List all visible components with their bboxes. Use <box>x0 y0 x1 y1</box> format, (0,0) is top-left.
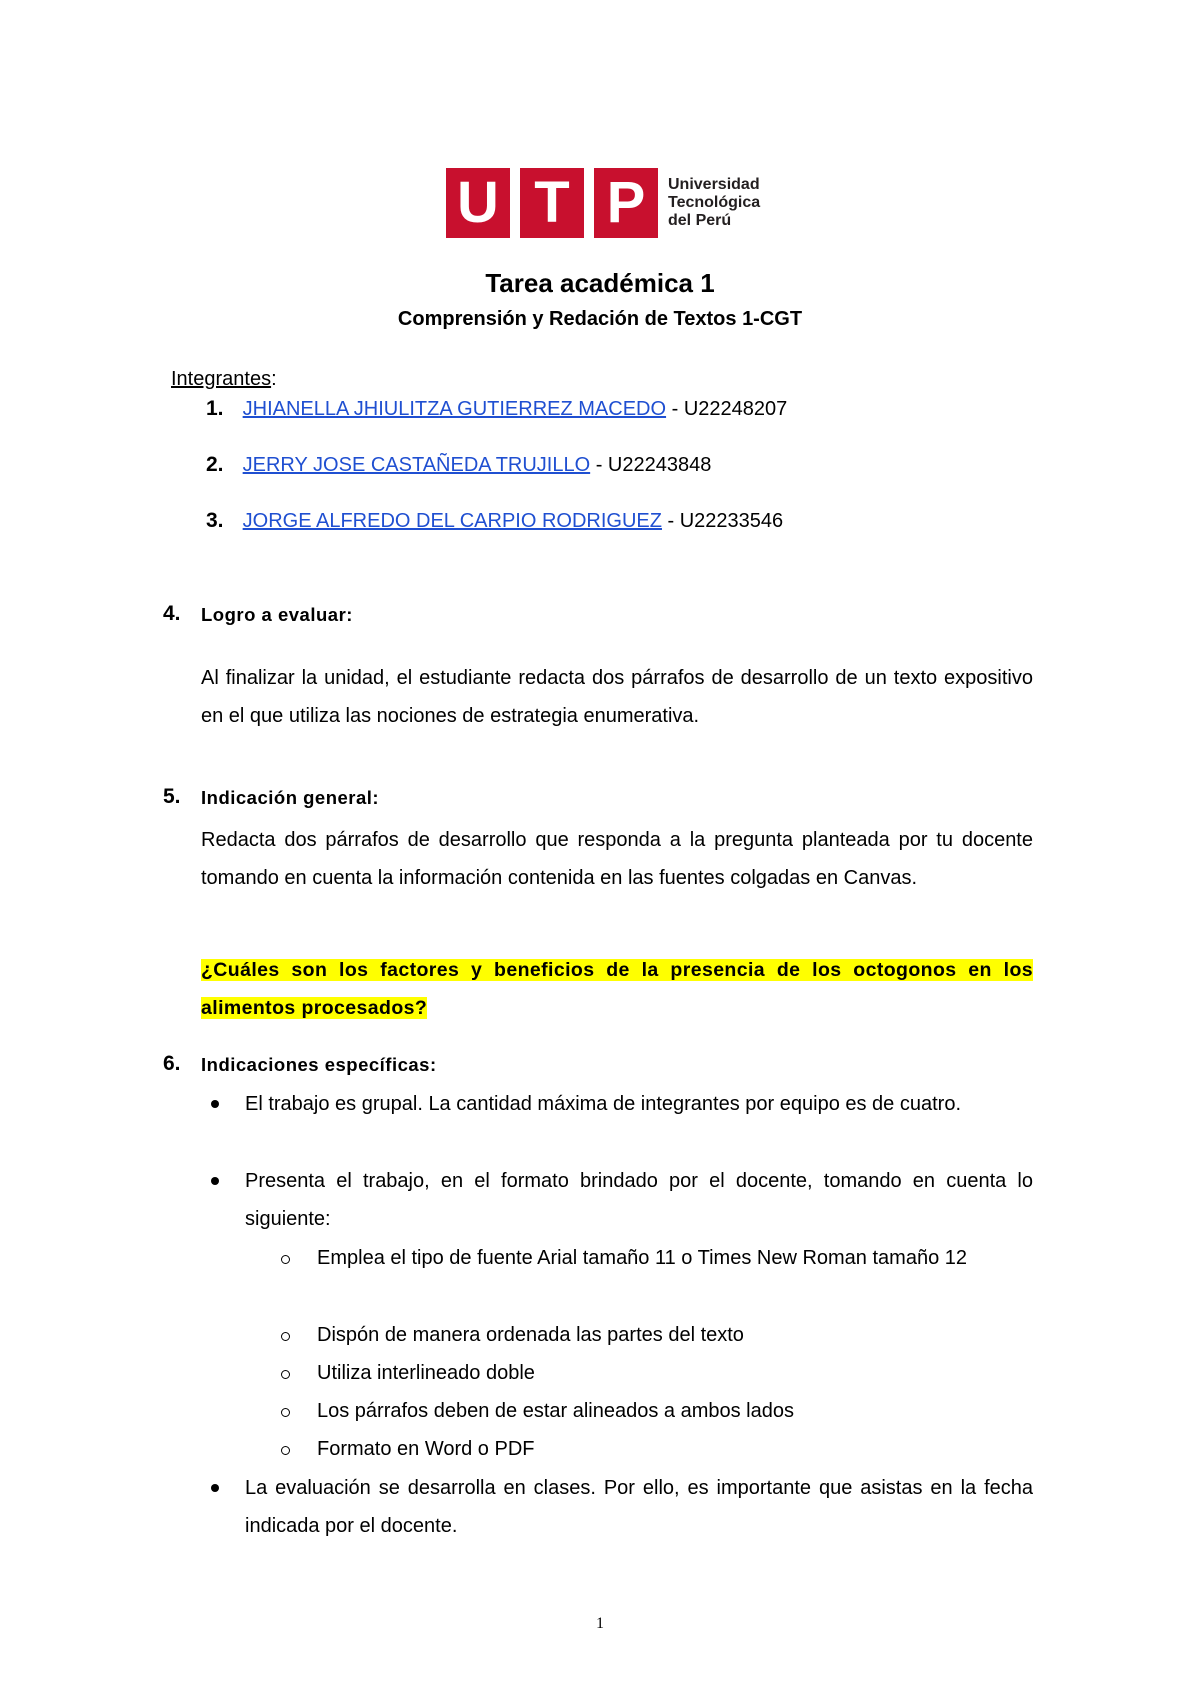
bullet-dot-icon <box>211 1100 219 1108</box>
highlighted-question: ¿Cuáles son los factores y beneficios de la presencia de los octogonos en los alimentos procesados? <box>201 959 1033 1019</box>
logo-letter-p: P <box>594 168 658 238</box>
sub-bullet-item: Utiliza interlineado doble <box>317 1362 535 1384</box>
utp-logo <box>446 168 766 238</box>
member-name-link[interactable]: JORGE ALFREDO DEL CARPIO RODRIGUEZ <box>242 510 662 532</box>
sub-bullet-item: Formato en Word o PDF <box>317 1438 535 1460</box>
logo-name-line-3: del Perú <box>668 212 732 229</box>
sub-bullet-item: Los párrafos deben de estar alineados a ambos lados <box>317 1400 794 1422</box>
section-number: 4. <box>163 602 181 625</box>
bullet-ring-icon <box>281 1446 290 1455</box>
bullet-ring-icon <box>281 1332 290 1341</box>
member-item <box>206 397 787 421</box>
document-subtitle: Comprensión y Redación de Textos 1-CGT <box>397 308 803 330</box>
bullet-item: Presenta el trabajo, en el formato brindado por el docente, tomando en cuenta lo siguiente: <box>245 1170 1033 1230</box>
member-code: - U22243848 <box>590 454 712 476</box>
member-code: - U22233546 <box>661 510 784 532</box>
section-number: 6. <box>163 1052 181 1075</box>
member-number: 3. <box>206 509 224 532</box>
logro-paragraph: Al finalizar la unidad, el estudiante redacta dos párrafos de desarrollo de un texto expositivo en el que utiliza las nociones de estrategia enumerativa. <box>201 667 1033 727</box>
member-name-link[interactable]: JERRY JOSE CASTAÑEDA TRUJILLO <box>242 454 591 476</box>
member-item <box>206 453 711 477</box>
members-label-colon: : <box>271 368 277 390</box>
page-number: 1 <box>596 1615 604 1632</box>
section-heading-especificas: Indicaciones específicas: <box>201 1054 437 1075</box>
logo-name-line-1: Universidad <box>668 176 760 193</box>
logo-name-line-2: Tecnológica <box>668 194 761 211</box>
bullet-item: La evaluación se desarrolla en clases. Por ello, es importante que asistas en la fecha indicada por el docente. <box>245 1477 1033 1537</box>
bullet-dot-icon <box>211 1484 219 1492</box>
members-label-text: Integrantes <box>171 368 272 390</box>
member-name-link[interactable]: JHIANELLA JHIULITZA GUTIERREZ MACEDO <box>242 398 667 420</box>
sub-bullet-item: Dispón de manera ordenada las partes del texto <box>317 1324 744 1346</box>
bullet-item: El trabajo es grupal. La cantidad máxima de integrantes por equipo es de cuatro. <box>245 1093 961 1115</box>
bullet-ring-icon <box>281 1408 290 1417</box>
bullet-ring-icon <box>281 1255 290 1264</box>
member-number: 1. <box>206 397 224 420</box>
logo-letter-t: T <box>520 168 584 238</box>
document-title: Tarea académica 1 <box>485 268 715 298</box>
member-code: - U22248207 <box>666 398 788 420</box>
section-heading-indicacion: Indicación general: <box>201 787 380 808</box>
question-paragraph <box>201 951 1033 1027</box>
member-number: 2. <box>206 453 224 476</box>
logo-letter-u: U <box>446 168 510 238</box>
bullet-ring-icon <box>281 1370 290 1379</box>
sub-bullet-item: Emplea el tipo de fuente Arial tamaño 11 o Times New Roman tamaño 12 <box>317 1247 967 1269</box>
section-heading-logro: Logro a evaluar: <box>201 604 353 625</box>
section-number: 5. <box>163 785 181 808</box>
indicacion-paragraph: Redacta dos párrafos de desarrollo que responda a la pregunta planteada por tu docente tomando en cuenta la información contenida en las fuentes colgadas en Canvas. <box>201 829 1033 889</box>
bullet-dot-icon <box>211 1177 219 1185</box>
member-item <box>206 509 783 533</box>
members-label <box>171 368 277 391</box>
